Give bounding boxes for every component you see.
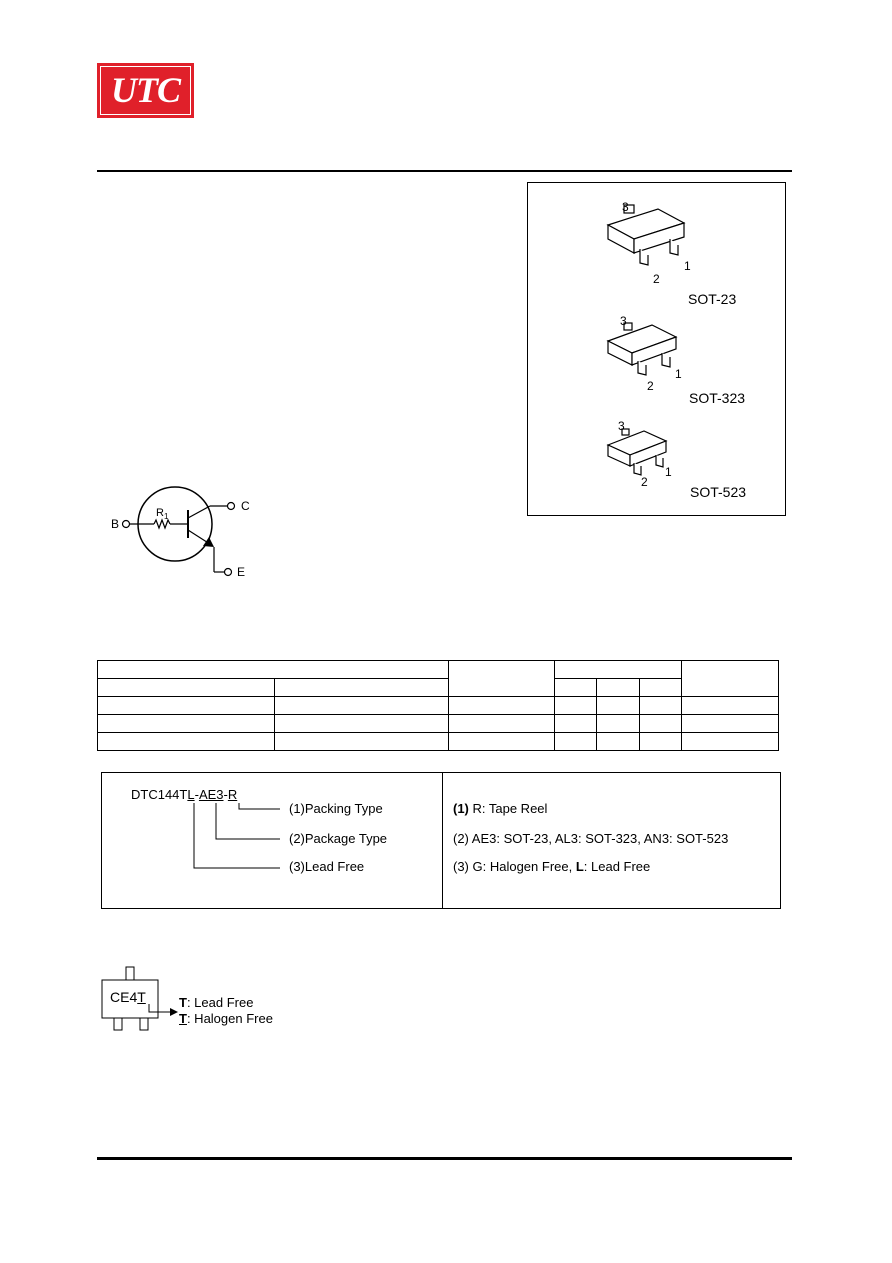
table-cell: [597, 733, 640, 751]
desc-lead-pre: (3) G: Halogen Free,: [453, 859, 576, 874]
desc-package: (2) AE3: SOT-23, AL3: SOT-323, AN3: SOT-523: [453, 831, 729, 846]
desc-lead-post: : Lead Free: [583, 859, 651, 874]
sot-523-pin2: 2: [641, 475, 648, 489]
sot-323-drawing: [608, 323, 676, 375]
sot-23-pin1: 1: [684, 259, 691, 273]
sot-523-label: SOT-523: [690, 484, 747, 500]
table-cell: [98, 679, 275, 697]
table-cell: [555, 697, 597, 715]
table-cell: [640, 733, 682, 751]
sot-523-pin1: 1: [665, 465, 672, 479]
code-box-divider: [442, 773, 443, 908]
package-outline-box: [527, 182, 786, 516]
desc-lead: [453, 859, 650, 874]
table-cell: [640, 715, 682, 733]
package-drawings: [528, 183, 787, 517]
ordering-table: [97, 660, 779, 751]
legend-key: T: [179, 1011, 187, 1026]
schematic-label-r1: [156, 507, 168, 521]
table-cell: [274, 679, 449, 697]
resistor-subscript: 1: [163, 512, 169, 522]
table-cell: [555, 733, 597, 751]
table-row: [98, 733, 779, 751]
schematic-label-collector: C: [241, 499, 250, 513]
code-seg-lead: L: [187, 787, 195, 802]
table-cell: [597, 715, 640, 733]
sot-23-label: SOT-23: [688, 291, 737, 307]
table-cell: [682, 661, 779, 697]
label-packing-type: (1)Packing Type: [289, 801, 383, 816]
desc-packing: [453, 801, 547, 816]
transistor-schematic: [110, 484, 270, 584]
label-package-type: (2)Package Type: [289, 831, 388, 846]
sot-323-label: SOT-323: [689, 390, 746, 406]
code-seg-package: AE3: [198, 787, 224, 802]
sot-23-pin3: 3: [622, 200, 629, 214]
table-cell: [98, 733, 275, 751]
table-cell: [98, 661, 449, 679]
ordering-code: [131, 787, 237, 802]
table-cell: [597, 679, 640, 697]
table-cell: [274, 715, 449, 733]
table-cell: [682, 715, 779, 733]
sot-23-pin2: 2: [653, 272, 660, 286]
desc-lead-bold: L: [575, 859, 584, 874]
marking-legend-halogen-free: [179, 1011, 273, 1026]
table-cell: [449, 733, 555, 751]
desc-packing-num: (1): [453, 801, 469, 816]
table-cell: [555, 715, 597, 733]
table-cell: [98, 697, 275, 715]
table-row: [98, 697, 779, 715]
footer-rule: [97, 1157, 792, 1160]
schematic-label-base: B: [111, 517, 120, 531]
code-prefix: DTC144T: [131, 787, 188, 802]
table-cell: [640, 697, 682, 715]
header-rule: [97, 170, 792, 172]
desc-packing-text: R: Tape Reel: [468, 801, 548, 816]
table-row: [98, 679, 779, 697]
sot-323-pin2: 2: [647, 379, 654, 393]
sot-323-pin1: 1: [675, 367, 682, 381]
table-row: [98, 715, 779, 733]
table-cell: [555, 661, 682, 679]
sot-23-drawing: [608, 205, 684, 265]
schematic-label-emitter: E: [237, 565, 246, 579]
code-dash: -: [194, 787, 199, 802]
marking-code: [110, 989, 146, 1005]
table-cell: [449, 661, 555, 697]
resistor-letter: R: [156, 507, 164, 519]
table-cell: [682, 733, 779, 751]
legend-text: : Lead Free: [186, 995, 254, 1010]
marking-code-main: CE4: [110, 989, 138, 1005]
marking-legend-lead-free: [179, 995, 253, 1010]
legend-text: : Halogen Free: [186, 1011, 273, 1026]
marking-code-last: T: [137, 989, 146, 1005]
table-cell: [98, 715, 275, 733]
table-cell: [449, 697, 555, 715]
legend-key: T: [179, 995, 187, 1010]
table-cell: [555, 679, 597, 697]
table-cell: [449, 715, 555, 733]
code-seg-packing: R: [227, 787, 238, 802]
table-cell: [274, 733, 449, 751]
code-dash: -: [223, 787, 228, 802]
table-cell: [640, 679, 682, 697]
logo-text: UTC: [111, 70, 180, 110]
sot-323-pin3: 3: [620, 314, 627, 328]
table-cell: [274, 697, 449, 715]
table-row: [98, 661, 779, 679]
sot-523-drawing: [608, 429, 666, 475]
label-lead-free: (3)Lead Free: [289, 859, 365, 874]
ordering-code-box: [101, 772, 781, 909]
marking-diagram: [96, 964, 296, 1034]
sot-523-pin3: 3: [618, 419, 625, 433]
table-cell: [597, 697, 640, 715]
table-cell: [682, 697, 779, 715]
utc-logo: [97, 63, 194, 118]
